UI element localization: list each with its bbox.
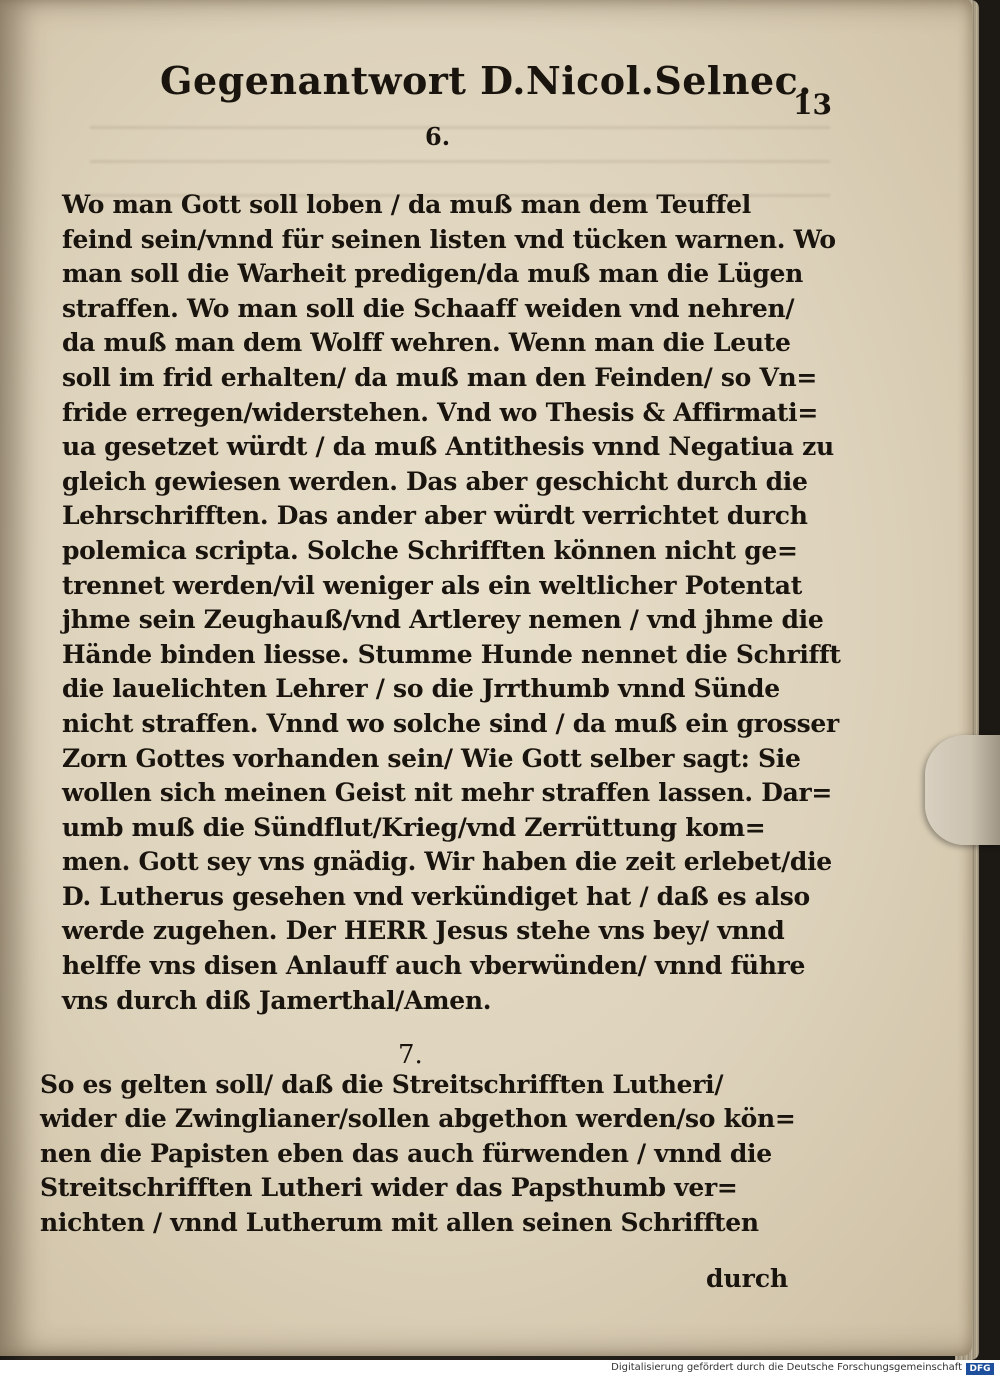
text-line: die lauelichten Lehrer / so die Jrrthumb vnnd Sünde <box>62 674 780 704</box>
section-number-6: 6. <box>425 122 451 151</box>
text-line: trennet werden/vil weniger als ein weltlicher Potentat <box>62 570 802 600</box>
text-line: wider die Zwinglianer/sollen abgethon werden/so kön= <box>40 1104 796 1134</box>
text-line: man soll die Warheit predigen/da muß man die Lügen <box>62 259 804 289</box>
text-line: gleich gewiesen werden. Das aber geschicht durch die <box>62 466 808 496</box>
text-line: Hände binden liesse. Stumme Hunde nennet die Schrifft <box>62 639 841 669</box>
text-line: Streitschrifften Lutheri wider das Papsthumb ver= <box>40 1173 738 1203</box>
text-line: Lehrschrifften. Das ander aber würdt verrichtet durch <box>62 501 808 531</box>
text-line: umb muß die Sündflut/Krieg/vnd Zerrüttung kom= <box>62 812 766 842</box>
text-line: wollen sich meinen Geist nit mehr straffen lassen. Dar= <box>62 778 832 808</box>
text-line: jhme sein Zeughauß/vnd Artlerey nemen / vnd jhme die <box>62 605 824 635</box>
dfg-logo: DFG <box>966 1363 994 1375</box>
text-line: nichten / vnnd Lutherum mit allen seinen Schrifften <box>40 1207 759 1237</box>
text-line: nen die Papisten eben das auch fürwenden / vnnd die <box>40 1138 772 1168</box>
footer-credit-text: Digitalisierung gefördert durch die Deutsche Forschungsgemeinschaft <box>611 1362 962 1373</box>
footer-bar <box>0 1360 1000 1379</box>
text-line: Zorn Gottes vorhanden sein/ Wie Gott selber sagt: Sie <box>62 743 801 773</box>
text-line: werde zugehen. Der HERR Jesus stehe vns bey/ vnnd <box>62 916 785 946</box>
text-line: da muß man dem Wolff wehren. Wenn man die Leute <box>62 328 791 358</box>
text-line: nicht straffen. Vnnd wo solche sind / da muß ein grosser <box>62 708 839 738</box>
text-line: fride erregen/widerstehen. Vnd wo Thesis & Affirmati= <box>62 397 818 427</box>
text-line: straffen. Wo man soll die Schaaff weiden vnd nehren/ <box>62 293 795 323</box>
text-line: ua gesetzet würdt / da muß Antithesis vnnd Negatiua zu <box>62 432 834 462</box>
page-number: 13 <box>793 88 832 121</box>
text-line: vns durch diß Jamerthal/Amen. <box>62 985 492 1015</box>
text-line: So es gelten soll/ daß die Streitschrifften Lutheri/ <box>40 1070 724 1099</box>
text-line: helffe vns disen Anlauff auch vberwünden/ vnnd führe <box>62 951 806 981</box>
section-number-7: 7. <box>398 1040 423 1070</box>
text-line: polemica scripta. Solche Schrifften können nicht ge= <box>62 535 798 565</box>
text-line: men. Gott sey vns gnädig. Wir haben die zeit erlebet/die <box>62 847 832 877</box>
text-line: soll im frid erhalten/ da muß man den Feinden/ so Vn= <box>62 362 818 392</box>
text-line: D. Lutherus gesehen vnd verkündiget hat / daß es also <box>62 881 810 911</box>
page-clip <box>925 735 1000 845</box>
paragraph-section-6 <box>62 188 841 1018</box>
text-line: Wo man Gott soll loben / da muß man dem Teuffel <box>62 190 751 219</box>
running-header-title: Gegenantwort D.Nicol.Selnec. <box>160 58 813 103</box>
paragraph-section-7 <box>40 1068 800 1240</box>
text-line: feind sein/vnnd für seinen listen vnd tücken warnen. Wo <box>62 224 836 254</box>
catchword: durch <box>706 1264 789 1293</box>
